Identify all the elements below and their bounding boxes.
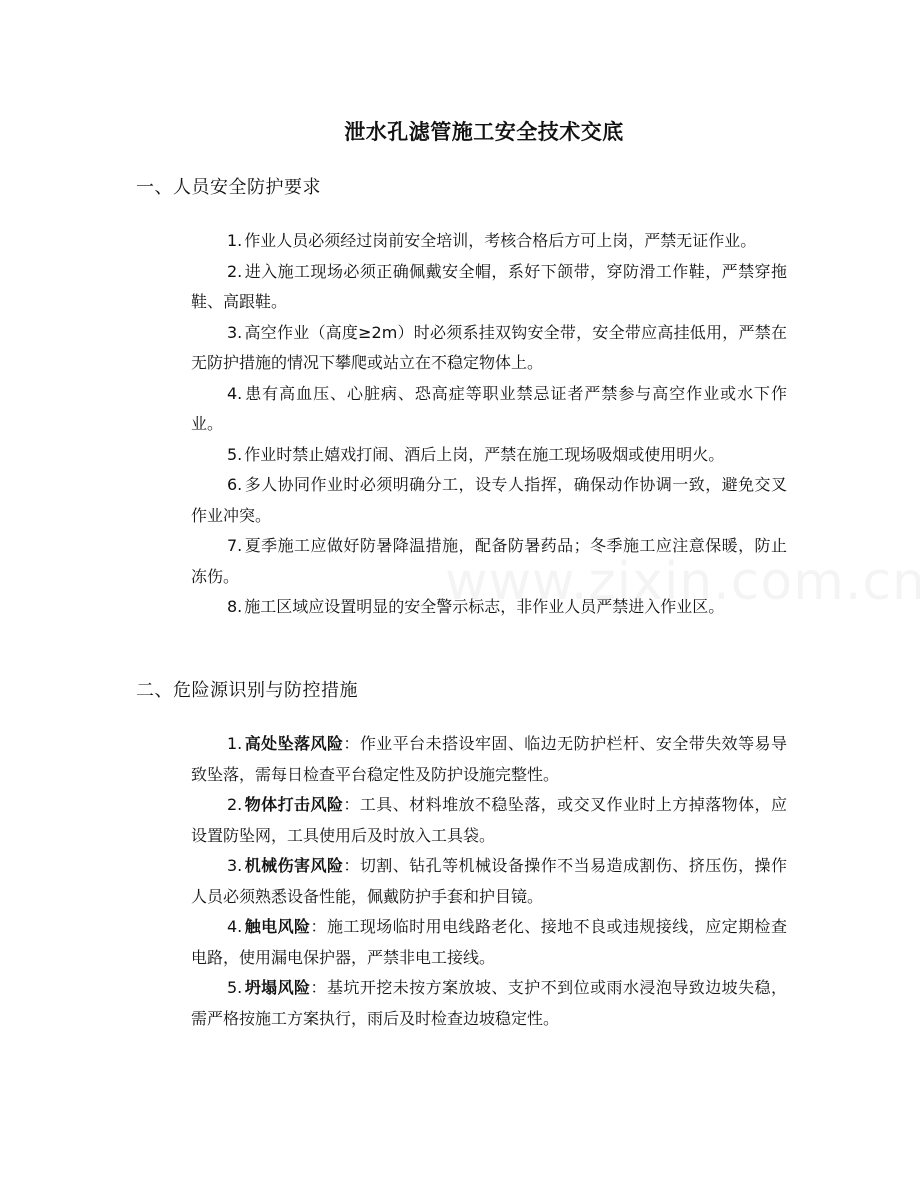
item-text: 施工区域应设置明显的安全警示标志，非作业人员严禁进入作业区。 — [244, 597, 725, 616]
list-item — [191, 470, 787, 531]
list-item — [191, 973, 787, 1034]
item-number: 1. — [227, 231, 243, 250]
risk-label: 物体打击风险 — [244, 795, 344, 814]
list-item — [191, 318, 787, 379]
section-heading-personnel-safety: 一、人员安全防护要求 — [136, 177, 321, 198]
list-item — [191, 440, 787, 471]
item-number: 4. — [227, 917, 243, 936]
item-text: 夏季施工应做好防暑降温措施，配备防暑药品；冬季施工应注意保暖，防止冻伤。 — [191, 536, 787, 586]
item-number: 4. — [227, 383, 243, 403]
item-text: ：基坑开挖未按方案放坡、支护不到位或雨水浸泡导致边坡失稳，需严格按施工方案执行，雨后及时检查边坡稳定性。 — [191, 978, 787, 1028]
item-number: 3. — [227, 856, 243, 875]
item-text: 进入施工现场必须正确佩戴安全帽，系好下颌带，穿防滑工作鞋，严禁穿拖鞋、高跟鞋。 — [191, 261, 787, 311]
personnel-safety-list — [191, 226, 787, 623]
item-text: 多人协同作业时必须明确分工，设专人指挥，确保动作协调一致，避免交叉作业冲突。 — [191, 475, 787, 525]
item-number: 7. — [227, 536, 243, 555]
list-item — [191, 257, 787, 318]
risk-label: 机械伤害风险 — [244, 856, 344, 875]
item-number: 5. — [227, 978, 243, 997]
risk-label: 坍塌风险 — [244, 978, 311, 997]
document-title: 泄水孔滤管施工安全技术交底 — [344, 120, 624, 144]
item-number: 2. — [227, 261, 243, 281]
hazard-control-list — [191, 729, 787, 1034]
risk-label: 高处坠落风险 — [244, 734, 344, 753]
section-heading-hazard-control: 二、危险源识别与防控措施 — [136, 680, 358, 701]
item-text: 作业时禁止嬉戏打闹、酒后上岗，严禁在施工现场吸烟或使用明火。 — [244, 444, 725, 464]
item-number: 3. — [227, 322, 243, 342]
item-number: 2. — [227, 795, 243, 814]
item-number: 6. — [227, 475, 243, 494]
list-item — [191, 592, 787, 623]
item-text: ：切割、钻孔等机械设备操作不当易造成割伤、挤压伤，操作人员必须熟悉设备性能，佩戴防护手套和护目镜。 — [191, 856, 787, 906]
list-item — [191, 531, 787, 592]
item-text: ：施工现场临时用电线路老化、接地不良或违规接线，应定期检查电路，使用漏电保护器，严禁非电工接线。 — [191, 917, 787, 967]
list-item — [191, 790, 787, 851]
item-text: 高空作业（高度≥2m）时必须系挂双钩安全带，安全带应高挂低用，严禁在无防护措施的情况下攀爬或站立在不稳定物体上。 — [191, 322, 787, 372]
item-text: 患有高血压、心脏病、恐高症等职业禁忌证者严禁参与高空作业或水下作业。 — [191, 383, 787, 433]
item-text: ：工具、材料堆放不稳坠落，或交叉作业时上方掉落物体，应设置防坠网，工具使用后及时放入工具袋。 — [191, 795, 787, 845]
list-item — [191, 226, 787, 257]
item-text: ：作业平台未搭设牢固、临边无防护栏杆、安全带失效等易导致坠落，需每日检查平台稳定性及防护设施完整性。 — [191, 734, 787, 784]
list-item — [191, 729, 787, 790]
list-item — [191, 912, 787, 973]
item-number: 5. — [227, 444, 243, 464]
item-number: 1. — [227, 734, 243, 753]
risk-label: 触电风险 — [244, 917, 311, 936]
item-number: 8. — [227, 597, 243, 616]
list-item — [191, 379, 787, 440]
list-item — [191, 851, 787, 912]
item-text: 作业人员必须经过岗前安全培训，考核合格后方可上岗，严禁无证作业。 — [244, 231, 757, 250]
